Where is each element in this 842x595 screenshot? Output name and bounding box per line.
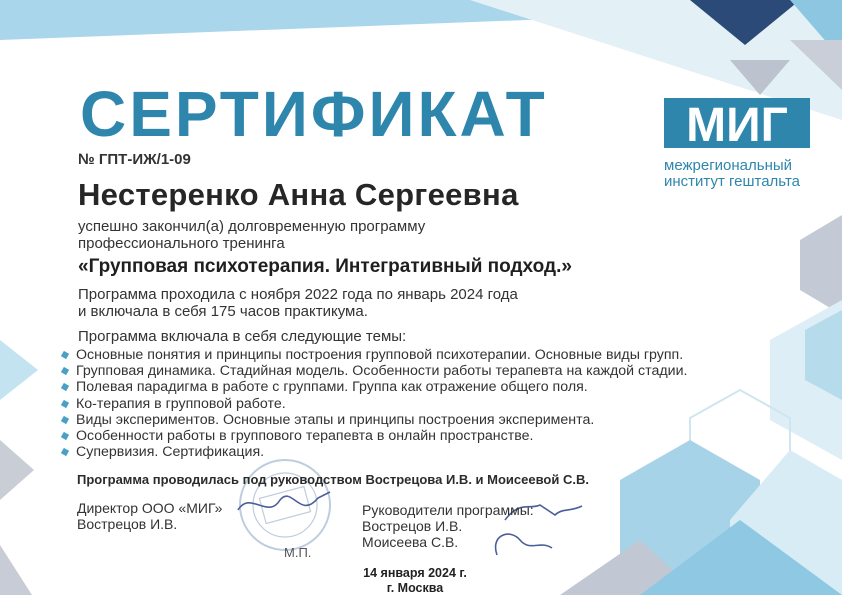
list-item: Супервизия. Сертификация.: [62, 444, 687, 460]
logo-line-1: межрегиональный: [664, 157, 793, 174]
topics-intro: Программа включала в себя следующие темы:: [78, 328, 407, 345]
bullet-icon: [61, 383, 69, 391]
recipient-name: Нестеренко Анна Сергеевна: [78, 177, 519, 212]
bottom-left-gray-triangle: [0, 545, 32, 595]
mig-logo: [664, 98, 810, 148]
logo-mark: МИГ: [686, 99, 788, 148]
issue-city: г. Москва: [386, 581, 444, 595]
issue-date: 14 января 2024 г.: [363, 566, 467, 580]
leaders-block: [362, 502, 534, 550]
completion-text: [78, 218, 425, 252]
director-signature: [238, 492, 330, 510]
duration-line-1: Программа проходила с ноября 2022 года по январь 2024 года: [78, 286, 518, 303]
completion-line-1: успешно закончил(а) долговременную программу: [78, 218, 426, 235]
director-block: [77, 500, 222, 532]
certificate-number: № ГПТ-ИЖ/1-09: [78, 151, 191, 168]
bullet-icon: [61, 432, 69, 440]
logo-caption: [664, 158, 800, 190]
program-title: «Групповая психотерапия. Интегративный подход.»: [78, 256, 572, 277]
led-by-text: Программа проводилась под руководством Вострецова И.В. и Моисеевой С.В.: [77, 472, 589, 487]
list-item: Полевая парадигма в работе с группами. Группа как отражение общего поля.: [62, 379, 687, 395]
duration-text: [78, 286, 518, 320]
logo-line-2: институт гештальта: [664, 173, 800, 190]
left-gray-triangle: [0, 440, 34, 500]
leader-2: Моисеева С.В.: [362, 534, 459, 550]
certificate-title: СЕРТИФИКАТ: [80, 78, 548, 150]
list-item: Ко-терапия в групповой работе.: [62, 396, 687, 412]
completion-line-2: профессионального тренинга: [78, 235, 285, 252]
list-item: Групповая динамика. Стадийная модель. Особенности работы терапевта на каждой стадии.: [62, 363, 687, 379]
leader-1: Вострецов И.В.: [362, 518, 463, 534]
list-item: Основные понятия и принципы построения групповой психотерапии. Основные виды групп.: [62, 347, 687, 363]
issue-date-block: [345, 566, 485, 595]
bullet-icon: [61, 448, 69, 456]
seal-mark: М.П.: [284, 545, 312, 560]
leaders-title: Руководители программы:: [362, 502, 534, 518]
director-name: Вострецов И.В.: [77, 516, 178, 532]
list-item: Виды экспериментов. Основные этапы и принципы построения эксперимента.: [62, 412, 687, 428]
bullet-icon: [61, 351, 69, 359]
director-title: Директор ООО «МИГ»: [77, 500, 223, 516]
bullet-icon: [61, 400, 69, 408]
duration-line-2: и включала в себя 175 часов практикума.: [78, 303, 368, 320]
bullet-icon: [61, 416, 69, 424]
list-item: Особенности работы в группового терапевта в онлайн пространстве.: [62, 428, 687, 444]
bullet-icon: [61, 367, 69, 375]
right-gray-hexagon: [800, 215, 842, 315]
topics-list: [62, 347, 687, 460]
left-light-triangle: [0, 340, 38, 400]
